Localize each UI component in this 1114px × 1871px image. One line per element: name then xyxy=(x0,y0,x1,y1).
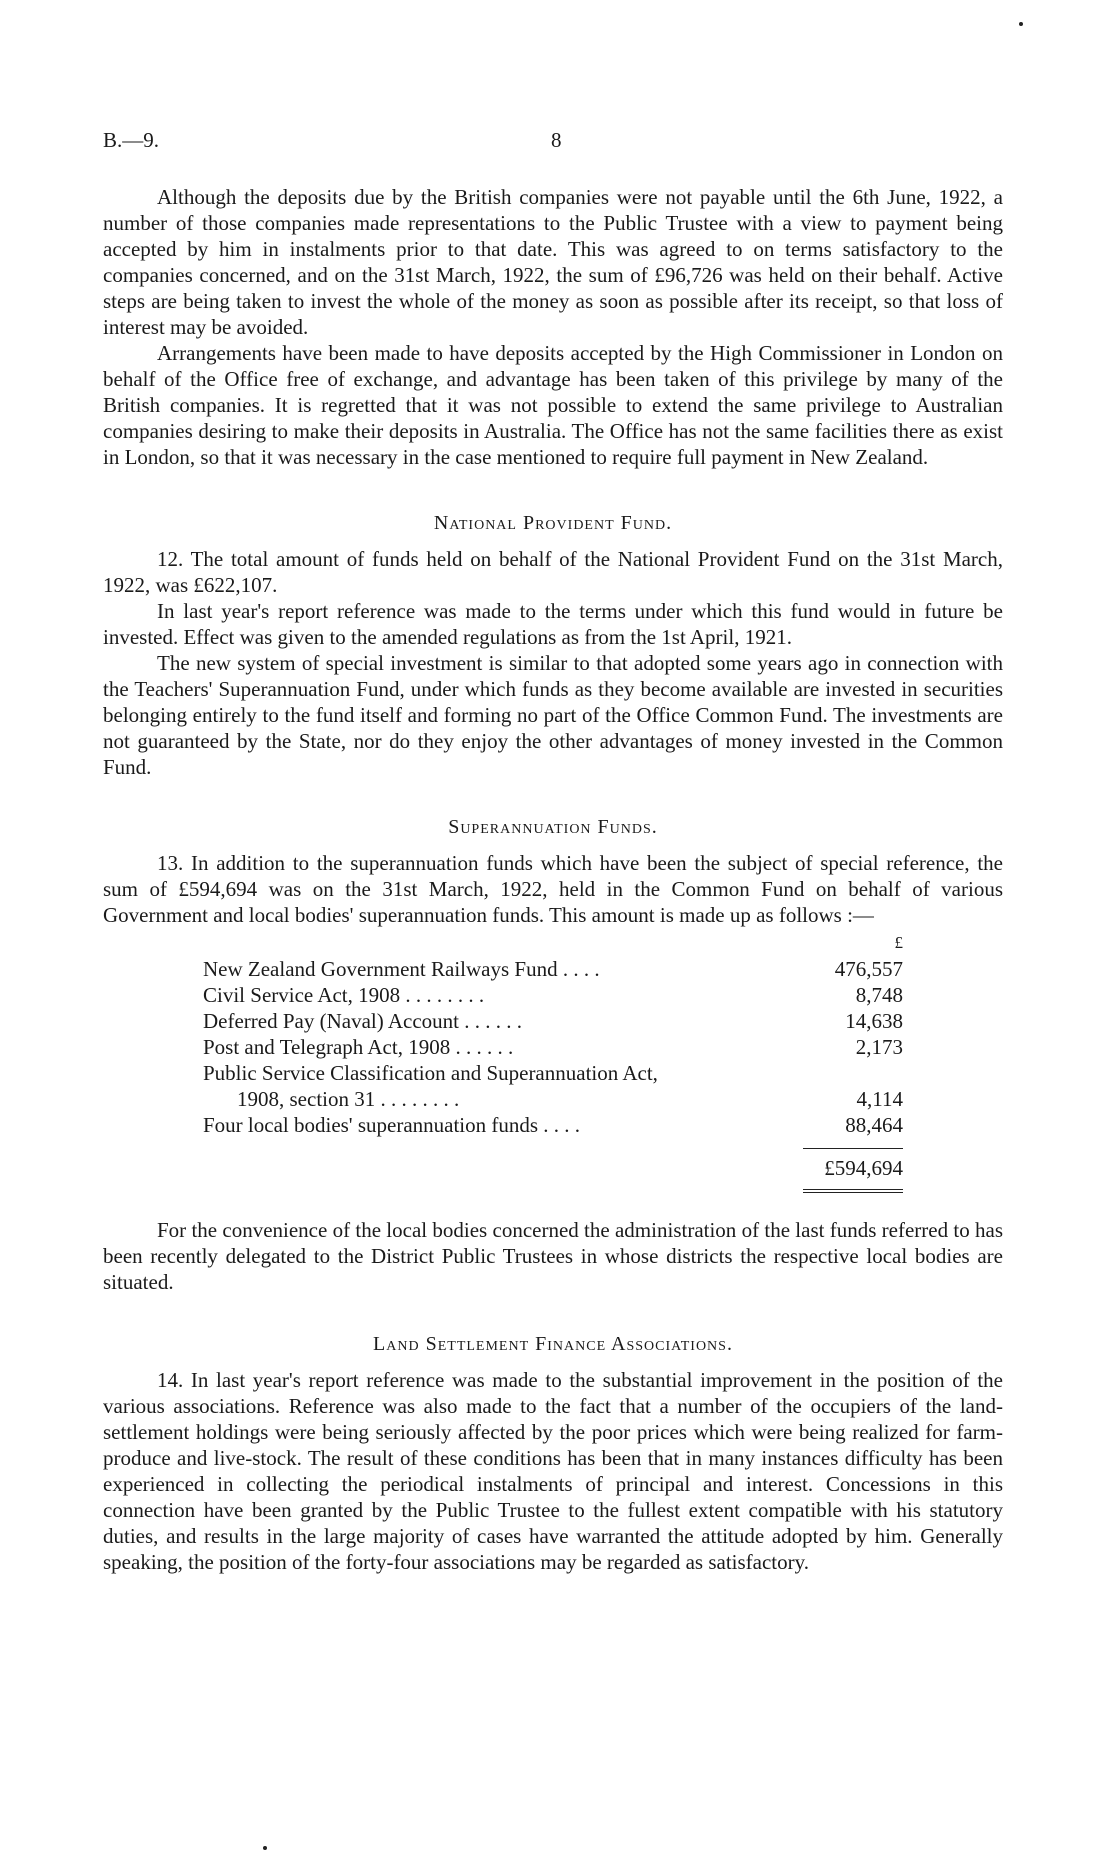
paragraph: For the convenience of the local bodies concerned the administration of the last funds referred to has been recently delegated to the District Public Trustees in whose districts the respective local bodies are situated. xyxy=(103,1218,1003,1294)
table-row xyxy=(203,1034,903,1060)
page-number: 8 xyxy=(551,128,562,152)
paragraph: Arrangements have been made to have deposits accepted by the High Commissioner in London on behalf of the Office free of exchange, and advantage has been taken of this privilege by many of the British companies. It is regretted that it was not possible to extend the same privilege to Australian companies desiring to make their deposits in Australia. The Office has not the same facilities there as exist in London, so that it was necessary in the case mentioned to require full payment in New Zealand. xyxy=(103,341,1003,469)
fund-name: 1908, section 31 . . . . . . . . xyxy=(237,1087,460,1111)
page-header xyxy=(103,128,1003,156)
paragraph: 13. In addition to the superannuation funds which have been the subject of special reference, the sum of £594,694 was on the 31st March, 1922, held in the Common Fund on behalf of various Government and local bodies' superannuation funds. This amount is made up as follows :— xyxy=(103,851,1003,927)
superannuation-funds-table xyxy=(203,930,903,1193)
fund-name: Civil Service Act, 1908 . . . . . . . . xyxy=(203,983,485,1007)
section-heading-land-settlement: Land Settlement Finance Associations. xyxy=(373,1333,733,1355)
paragraph: In last year's report reference was made to the terms under which this fund would in future be invested. Effect was given to the amended regulations as from the 1st April, 1921. xyxy=(103,599,1003,649)
fund-amount: 4,114 xyxy=(856,1087,903,1111)
table-header-row xyxy=(203,930,903,956)
corner-mark xyxy=(1019,22,1023,26)
table-row xyxy=(203,956,903,982)
total-block xyxy=(803,1148,903,1193)
footer-mark xyxy=(263,1846,267,1850)
section-heading-superannuation-funds: Superannuation Funds. xyxy=(448,816,658,838)
fund-amount: 88,464 xyxy=(845,1113,903,1137)
table-row xyxy=(203,1086,903,1112)
table-row xyxy=(203,1112,903,1138)
currency-symbol: £ xyxy=(894,933,903,952)
fund-name: Public Service Classification and Superannuation Act, xyxy=(203,1061,658,1085)
fund-amount: 14,638 xyxy=(845,1009,903,1033)
table-row xyxy=(203,1060,903,1086)
double-rule xyxy=(803,1189,903,1193)
fund-amount: 476,557 xyxy=(834,957,903,981)
document-reference: B.—9. xyxy=(103,128,160,152)
paragraph: The new system of special investment is similar to that adopted some years ago in connection with the Teachers' Superannuation Fund, under which funds as they become available are invested in securities belonging entirely to the fund itself and forming no part of the Office Common Fund. The investments are not guaranteed by the State, nor do they enjoy the other advantages of money invested in the Common Fund. xyxy=(103,651,1003,779)
paragraph: 12. The total amount of funds held on behalf of the National Provident Fund on the 31st March, 1922, was £622,107. xyxy=(103,547,1003,597)
fund-amount: 2,173 xyxy=(855,1035,903,1059)
table-total-row xyxy=(803,1149,903,1181)
table-row xyxy=(203,982,903,1008)
fund-name: Post and Telegraph Act, 1908 . . . . . . xyxy=(203,1035,514,1059)
section-heading-national-provident-fund: National Provident Fund. xyxy=(433,512,673,534)
fund-name: Deferred Pay (Naval) Account . . . . . . xyxy=(203,1009,522,1033)
table-row xyxy=(203,1008,903,1034)
document-page xyxy=(103,128,1003,1575)
fund-amount: 8,748 xyxy=(855,983,903,1007)
fund-name: New Zealand Government Railways Fund . . . . xyxy=(203,957,600,981)
fund-name: Four local bodies' superannuation funds . . . . xyxy=(203,1113,581,1137)
paragraph: 14. In last year's report reference was made to the substantial improvement in the position of the various associations. Reference was also made to the fact that a number of the occupiers of the land-settlement holdings were being seriously affected by the poor prices which were being realized for farm-produce and live-stock. The result of these conditions has been that in many instances difficulty has been experienced in collecting the periodical instalments of principal and interest. Concessions in this connection have been granted by the Public Trustee to the fullest extent compatible with his statutory duties, and results in the large majority of cases have warranted the attitude adopted by him. Generally speaking, the position of the forty-four associations may be regarded as satisfactory. xyxy=(103,1368,1003,1574)
paragraph: Although the deposits due by the British companies were not payable until the 6th June, 1922, a number of those companies made representations to the Public Trustee with a view to payment being accepted by him in instalments prior to that date. This was agreed to on terms satisfactory to the companies concerned, and on the 31st March, 1922, the sum of £96,726 was held on their behalf. Active steps are being taken to invest the whole of the money as soon as possible after its receipt, so that loss of interest may be avoided. xyxy=(103,185,1003,339)
total-amount: £594,694 xyxy=(824,1156,903,1180)
